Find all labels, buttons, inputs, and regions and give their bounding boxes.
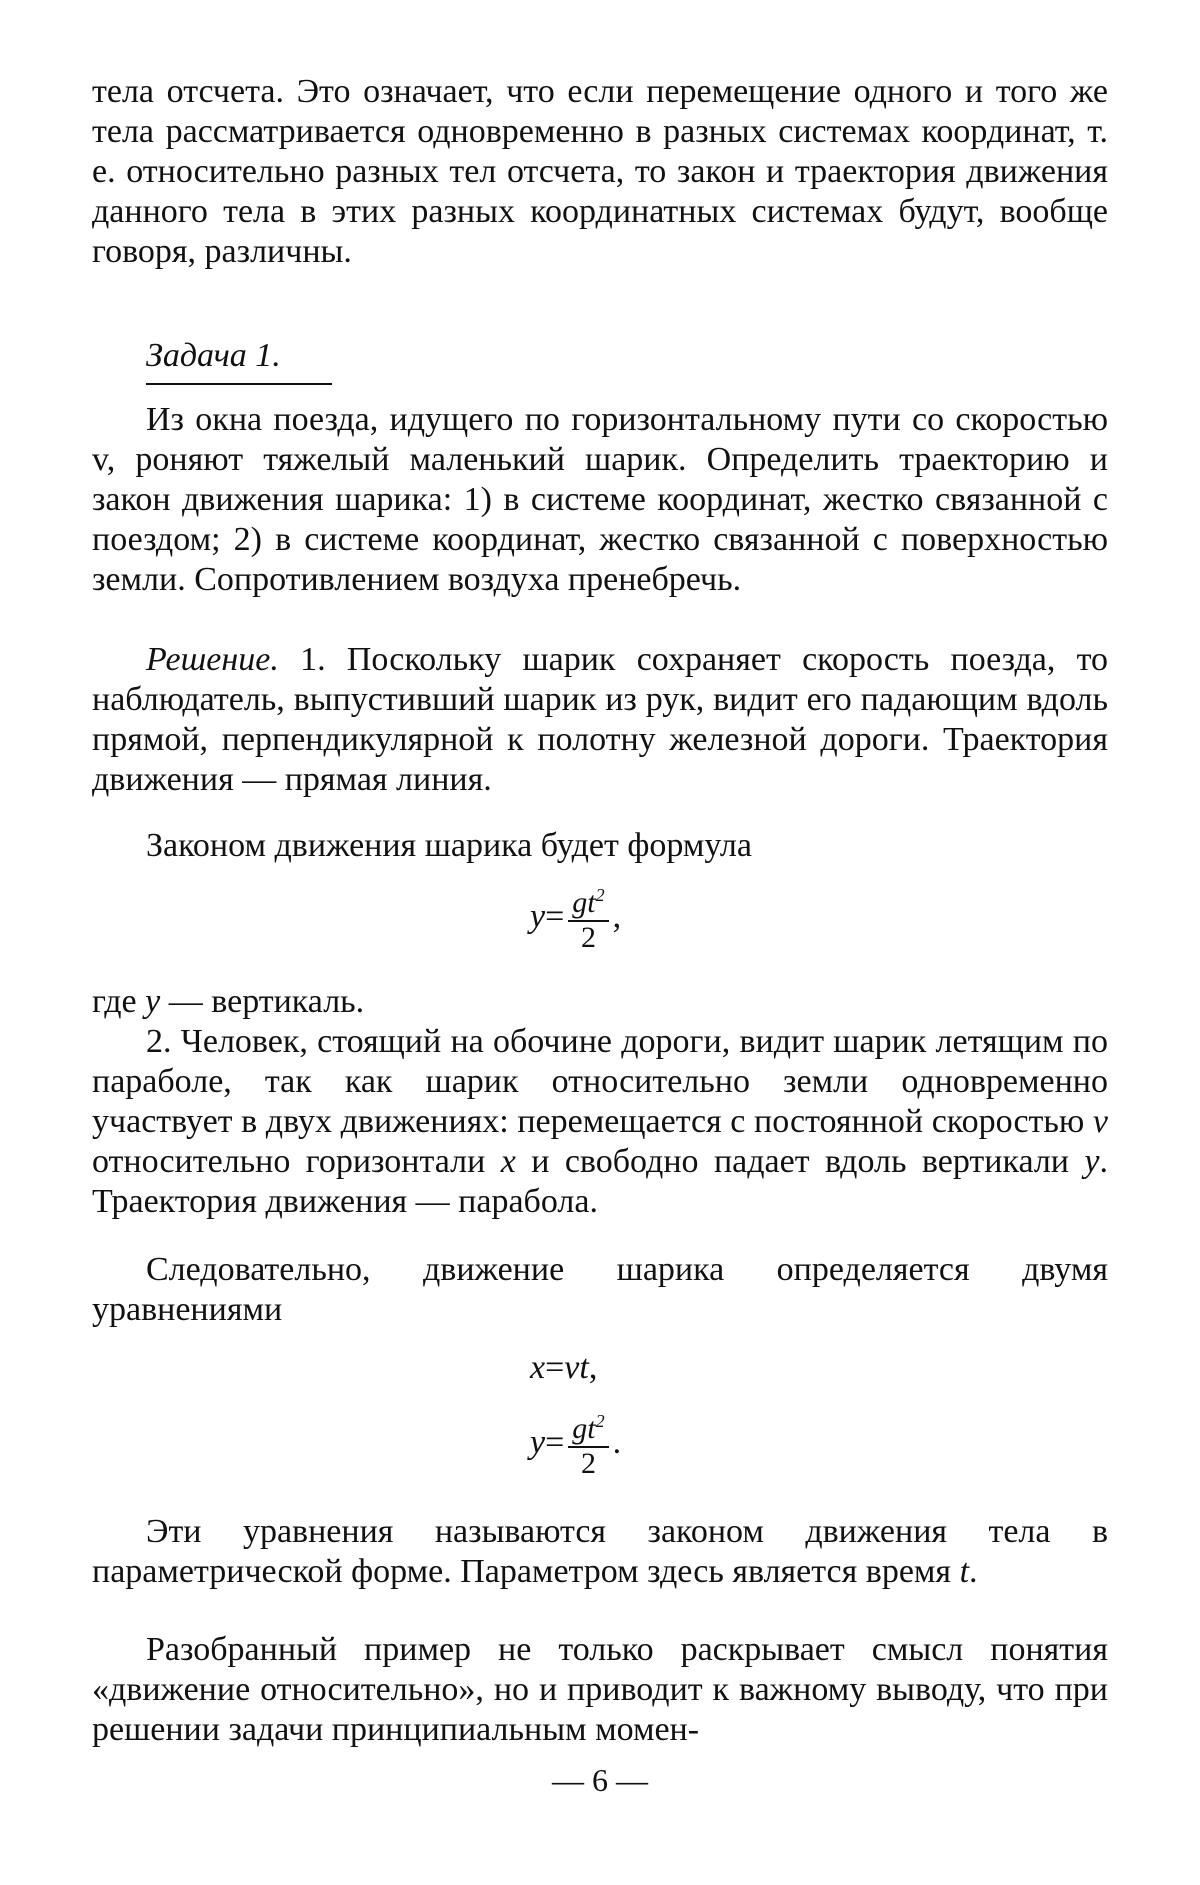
param-text-b: . [969,1553,978,1590]
part2-text-a: 2. Человек, стоящий на обочине дороги, видит шарик летящим по параболе, так как шарик относительно земли одновременно участвует в двух движениях: перемещается с постоянной скоростью [92,1023,1108,1140]
paragraph-intro: тела отсчета. Это означает, что если перемещение одного и того же тела рассматривается одновременно в разных системах координат, т. е. относительно разных тел отсчета, то закон и траектория движения данного тела в этих разных координатных системах будут, вообще говоря, различны. [92,73,1108,270]
part2-var-y: y [1084,1143,1100,1180]
where-prefix: где [92,983,146,1020]
fraction-numerator [568,880,608,922]
formula-rhs: vt [564,1349,589,1386]
param-var-t: t [959,1553,970,1590]
formula-horizontal [530,1348,597,1388]
task-text: Из окна поезда, идущего по горизонтальному пути со скоростью v, роняют тяжелый маленький шарик. Определить траекторию и закон движения шарика: 1) в системе координат, жестко связанной с поездом; 2) в системе координат, жестко связанной с поверхностью земли. Сопротивлением воздуха пренебречь. [92,401,1108,598]
formula-fraction [568,1406,608,1480]
closing-paragraph: Разобранный пример не только раскрывает смысл понятия «движение относительно», но и приводит к важному выводу, что при решении задачи принципиальным момен- [92,1631,1108,1748]
where-y-line [92,982,1108,1022]
task-heading: Задача 1. [146,337,281,374]
solution-text: 1. Поскольку шарик сохраняет скорость поезда, то наблюдатель, выпустивший шарик из рук, видит его падающим вдоль прямой, перпендикулярной к полотну железной дороги. Траектория движения — прямая линия. [92,641,1108,798]
page-number: — 6 — [552,1762,648,1798]
where-var: y [145,983,161,1020]
formula-punct: . [612,1424,622,1461]
formula-equals: = [545,898,565,935]
formula-equals: = [545,1424,565,1461]
part2-var-x: x [500,1143,516,1180]
formula-vertical [530,1406,621,1480]
numerator-base: gt [572,1412,596,1445]
part2-text-b: относительно горизонтали [92,1143,501,1180]
formula-punct: , [588,1349,598,1386]
formula-lhs: y [530,1424,546,1461]
fraction-denominator: 2 [580,1447,596,1480]
solution-paragraph [92,640,1108,800]
solution-label: Решение. [146,641,279,678]
consequently-paragraph: Следовательно, движение шарика определяется двумя уравнениями [92,1251,1108,1328]
formula-lhs: x [530,1349,546,1386]
where-suffix: — вертикаль. [160,983,365,1020]
formula-equals: = [545,1349,565,1386]
param-text-a: Эти уравнения называются законом движения тела в параметрической форме. Параметром здесь является время [92,1513,1108,1590]
task-statement [92,400,1108,600]
part2-var-v: v [1092,1103,1108,1140]
formula-fraction [568,880,608,954]
numerator-base: gt [572,886,596,919]
part2-text-c: и свободно падает вдоль вертикали [515,1143,1085,1180]
part2-text-d: . Траектория движения — парабола. [92,1143,1109,1220]
law-intro: Законом движения шарика будет формула [146,827,752,864]
fraction-denominator: 2 [580,921,596,954]
formula-free-fall [530,880,621,954]
formula-punct: , [612,898,622,935]
numerator-exponent: 2 [595,1411,605,1431]
parametric-paragraph [92,1512,1108,1592]
heading-underline [146,383,332,385]
numerator-exponent: 2 [595,885,605,905]
part-two-paragraph [92,1022,1108,1222]
fraction-numerator [568,1406,608,1448]
formula-lhs: y [530,898,546,935]
